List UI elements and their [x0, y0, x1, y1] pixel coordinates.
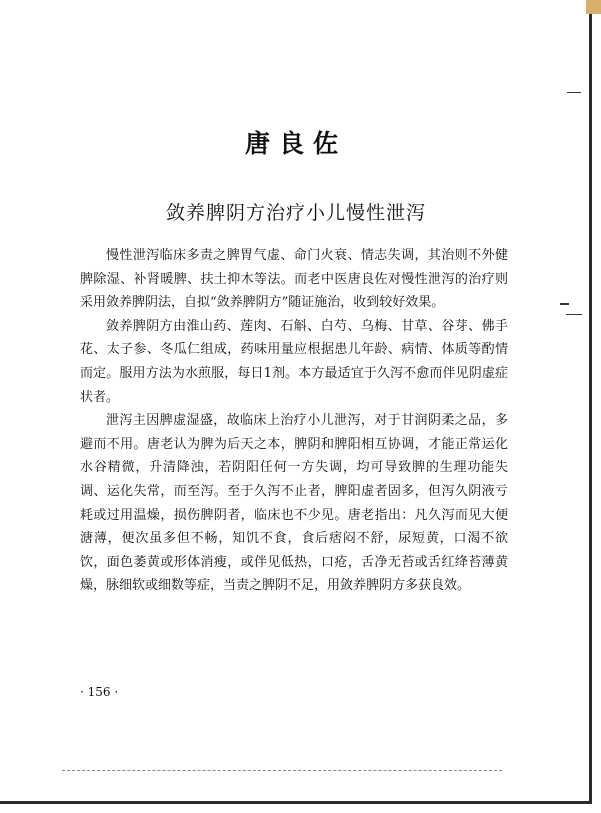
article-body: [80, 244, 508, 598]
scan-corner: [586, 0, 601, 14]
author-heading: 唐良佐: [244, 129, 347, 158]
paragraph-1: 慢性泄泻临床多责之脾胃气虚、命门火衰、情志失调，其治则不外健脾除湿、补肾暖脾、扶土抑木等法。而老中医唐良佐对慢性泄泻的治疗则采用敛养脾阴法，自拟“敛养脾阴方”随证施治，收到较好效果。: [80, 248, 508, 311]
page-number: · 156 ·: [80, 685, 119, 699]
scan-mark-3: [566, 314, 582, 315]
bottom-scan-strip: [62, 770, 502, 772]
scan-mark-1: [567, 92, 581, 93]
paragraph-2: 敛养脾阴方由淮山药、莲肉、石斛、白芍、乌梅、甘草、谷芽、佛手花、太子参、冬瓜仁组成，药味用量应根据患儿年龄、病情、体质等酌情而定。服用方法为水煎服，每日1剂。本方最适宜于久泻不愈而伴见阴虚症状者。: [80, 318, 508, 405]
article-title: 敛养脾阴方治疗小儿慢性泄泻: [165, 202, 426, 224]
paragraph-3: 泄泻主因脾虚湿盛，故临床上治疗小儿泄泻，对于甘润阴柔之品，多避而不用。唐老认为脾为后天之本，脾阴和脾阳相互协调，才能正常运化水谷精微，升清降浊，若阴阳任何一方失调，均可导致脾的生理功能失调、运化失常，而至泻。至于久泻不止者，脾阳虚者固多，但泻久阴液亏耗或过用温燥，损伤脾阴者，临床也不少见。唐老指出：凡久泻而见大便溏薄，便次虽多但不畅，知饥不食，食后痞闷不舒，尿短黄，口渴不欲饮，面色萎黄或形体消瘦，或伴见低热，口疮，舌净无苔或舌红绛苔薄黄燥，脉细软或细数等症，当责之脾阴不足，用敛养脾阴方多获良效。: [80, 413, 508, 594]
scan-mark-2: [560, 303, 569, 305]
